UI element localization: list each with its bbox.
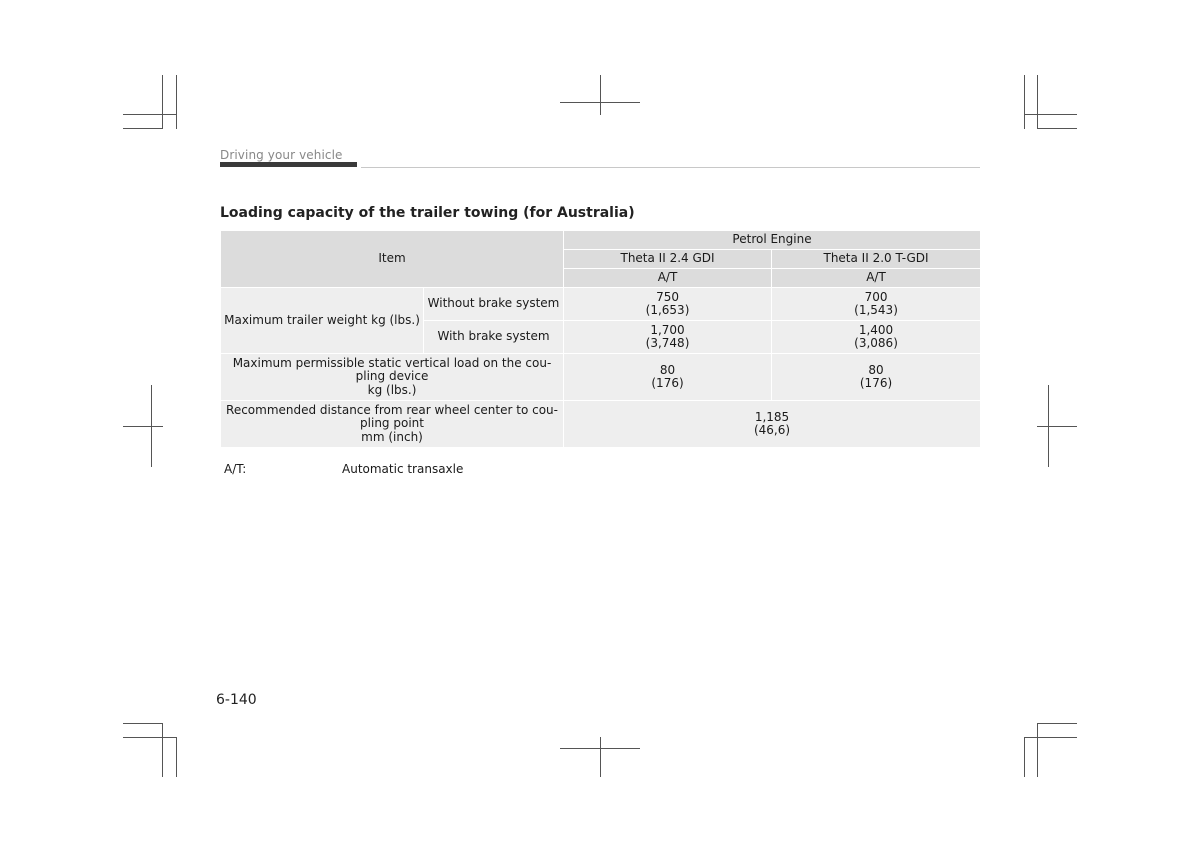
page-title: Loading capacity of the trailer towing (for Australia) <box>220 205 635 221</box>
header-rule <box>361 167 980 168</box>
row-label: Maximum trailer weight kg (lbs.) <box>221 288 424 354</box>
header-bar <box>220 162 357 167</box>
table-cell: 80 (176) <box>564 354 772 401</box>
table-cell: 750 (1,653) <box>564 288 772 321</box>
footnote-abbr: A/T: <box>224 462 247 476</box>
transmission-header: A/T <box>772 269 981 288</box>
row-label: Maximum permissible static vertical load on the cou- pling device kg (lbs.) <box>221 354 564 401</box>
table-cell: 1,400 (3,086) <box>772 321 981 354</box>
table-cell: 700 (1,543) <box>772 288 981 321</box>
footnote <box>224 462 463 476</box>
transmission-header: A/T <box>564 269 772 288</box>
page-number: 6-140 <box>216 692 257 708</box>
section-header: Driving your vehicle <box>220 148 343 162</box>
item-header: Item <box>221 231 564 288</box>
trailer-capacity-table <box>220 230 981 448</box>
footnote-meaning: Automatic transaxle <box>342 462 464 476</box>
table-cell: 1,185 (46,6) <box>564 401 981 448</box>
table-cell: 1,700 (3,748) <box>564 321 772 354</box>
table-cell: 80 (176) <box>772 354 981 401</box>
sub-row-label: Without brake system <box>424 288 564 321</box>
engine-header: Theta II 2.4 GDI <box>564 250 772 269</box>
engine-header: Theta II 2.0 T-GDI <box>772 250 981 269</box>
sub-row-label: With brake system <box>424 321 564 354</box>
engine-group-header: Petrol Engine <box>564 231 981 250</box>
row-label: Recommended distance from rear wheel center to cou- pling point mm (inch) <box>221 401 564 448</box>
